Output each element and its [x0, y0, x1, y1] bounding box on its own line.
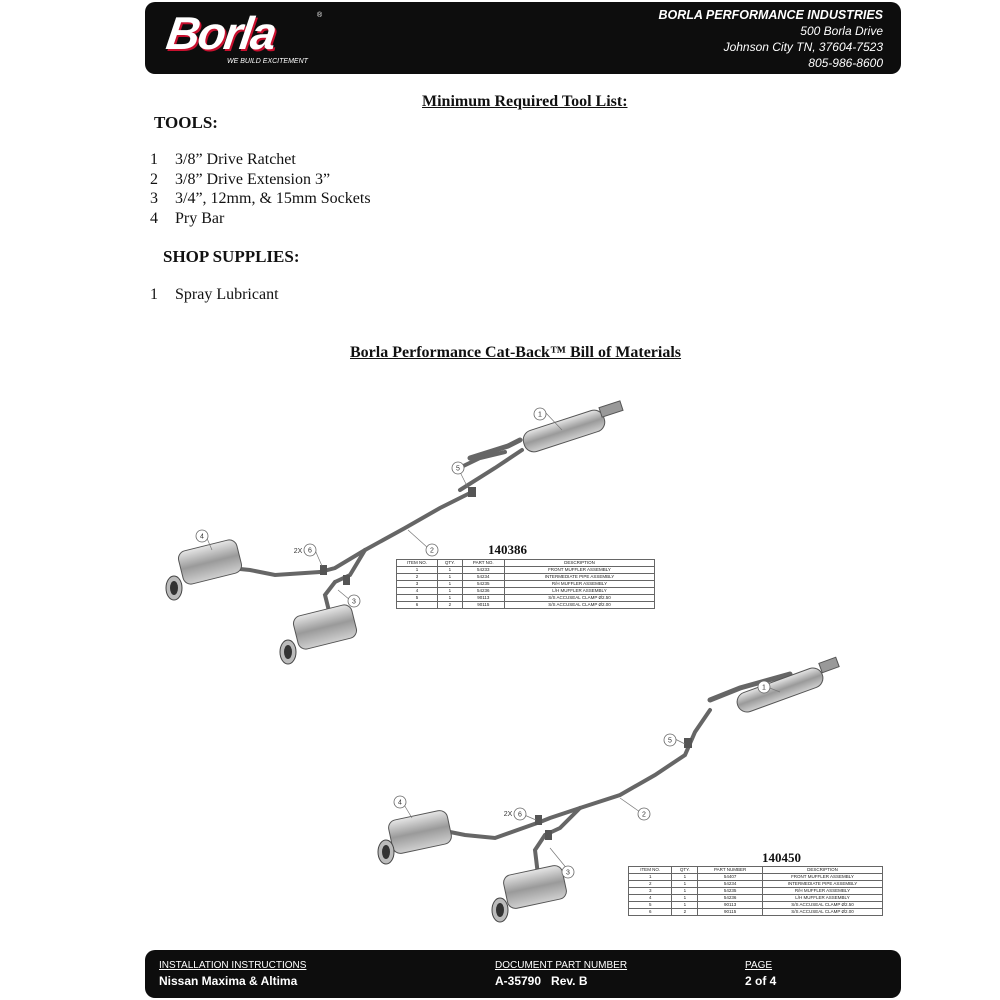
table-row: 1 1 54407 FRONT MUFFLER ASSEMBLY [629, 874, 883, 881]
callout-4: 4 [200, 533, 204, 541]
callout-6: 6 [308, 547, 312, 555]
callout-5: 5 [456, 465, 460, 473]
kit-number: 140386 [488, 542, 527, 557]
table-row: 4 1 54236 L/H MUFFLER ASSEMBLY [629, 895, 883, 902]
list-item: 1 Spray Lubricant [150, 286, 279, 303]
revision: Rev. B [551, 974, 588, 988]
exhaust-diagram [150, 390, 850, 940]
clamp [468, 487, 476, 497]
tools-list [150, 150, 371, 228]
doc-part-number: A-35790 [495, 974, 542, 988]
exhaust-drawing [150, 390, 850, 940]
doc-type-label: INSTALLATION INSTRUCTIONS [159, 960, 307, 971]
table-row: 3 1 54235 R/H MUFFLER ASSEMBLY [629, 888, 883, 895]
shop-supplies-heading: SHOP SUPPLIES: [163, 247, 300, 266]
clamp [545, 830, 552, 840]
callout-5: 5 [668, 737, 672, 745]
rh-muffler [280, 603, 358, 664]
callout-6: 6 [518, 811, 522, 819]
rh-muffler [492, 864, 568, 922]
callout-2: 2 [430, 547, 434, 555]
header-bar [145, 2, 901, 74]
table-header-row: ITEM NO. QTY. PART NUMBER DESCRIPTION [629, 867, 883, 874]
footer-doc-type [159, 960, 306, 990]
footer-page [745, 960, 776, 990]
table-row: 3 1 54235 R/H MUFFLER ASSEMBLY [397, 581, 655, 588]
doc-part-value [495, 972, 627, 990]
bom-title: Borla Performance Cat-Back™ Bill of Materials [350, 344, 682, 361]
callout-1: 1 [538, 411, 542, 419]
lh-muffler [378, 809, 453, 864]
phone-number: 805-986-8600 [808, 56, 883, 70]
qty-2x-label: 2X [293, 548, 303, 555]
logo-wordmark: Borla [163, 7, 279, 59]
vehicle-name: Nissan Maxima & Altima [159, 974, 298, 988]
list-item: 1 3/8” Drive Ratchet [150, 151, 296, 168]
logo-tagline: WE BUILD EXCITEMENT [227, 58, 308, 65]
clamp [684, 738, 692, 748]
callout-3: 3 [352, 598, 356, 606]
table-row: 2 1 54234 INTERMEDIATE PIPE ASSEMBLY [629, 881, 883, 888]
callout-3: 3 [566, 869, 570, 877]
bom-table [396, 559, 655, 609]
table-header-row: ITEM NO. QTY. PART NO. DESCRIPTION [397, 560, 655, 567]
table-row: 2 1 54234 INTERMEDIATE PIPE ASSEMBLY [397, 574, 655, 581]
callout-4: 4 [398, 799, 402, 807]
callout-1: 1 [762, 684, 766, 692]
tool-list-title: Minimum Required Tool List: [422, 93, 628, 110]
footer-doc-part [495, 960, 627, 990]
list-item: 4 Pry Bar [150, 209, 225, 227]
list-item: 3 3/4”, 12mm, & 15mm Sockets [150, 190, 371, 207]
tools-heading: TOOLS: [154, 113, 218, 132]
table-row: 4 1 54236 L/H MUFFLER ASSEMBLY [397, 588, 655, 595]
table-row: 5 1 90113 S/S ACCUSEAL CLAMP Ø2.50 [629, 902, 883, 909]
doc-part-label: DOCUMENT PART NUMBER [495, 960, 628, 971]
footer-bar [145, 950, 901, 998]
table-row: 5 1 90113 S/S ACCUSEAL CLAMP Ø2.50 [397, 595, 655, 602]
clamp [343, 575, 350, 585]
borla-logo [163, 6, 327, 68]
page-value: 2 of 4 [745, 974, 777, 988]
table-row: 1 1 54233 FRONT MUFFLER ASSEMBLY [397, 567, 655, 574]
bom-table [628, 866, 883, 916]
supplies-list [150, 285, 279, 305]
registered-mark: ® [317, 12, 323, 19]
lh-muffler [166, 538, 243, 600]
front-muffler [521, 401, 623, 455]
company-name: BORLA PERFORMANCE INDUSTRIES [658, 8, 883, 22]
clamp [535, 815, 542, 825]
address-line-1: 500 Borla Drive [800, 24, 883, 38]
table-row: 6 2 90115 S/S ACCUSEAL CLAMP Ø2.00 [629, 909, 883, 916]
list-item: 2 3/8” Drive Extension 3” [150, 170, 331, 188]
company-info [658, 7, 883, 71]
kit-number: 140450 [762, 850, 801, 865]
qty-2x-label: 2X [503, 811, 513, 818]
address-line-2: Johnson City TN, 37604-7523 [723, 40, 883, 54]
clamp [320, 565, 327, 575]
callout-2: 2 [642, 811, 646, 819]
page-label: PAGE [745, 960, 773, 971]
table-row: 6 2 90115 S/S ACCUSEAL CLAMP Ø2.00 [397, 602, 655, 609]
